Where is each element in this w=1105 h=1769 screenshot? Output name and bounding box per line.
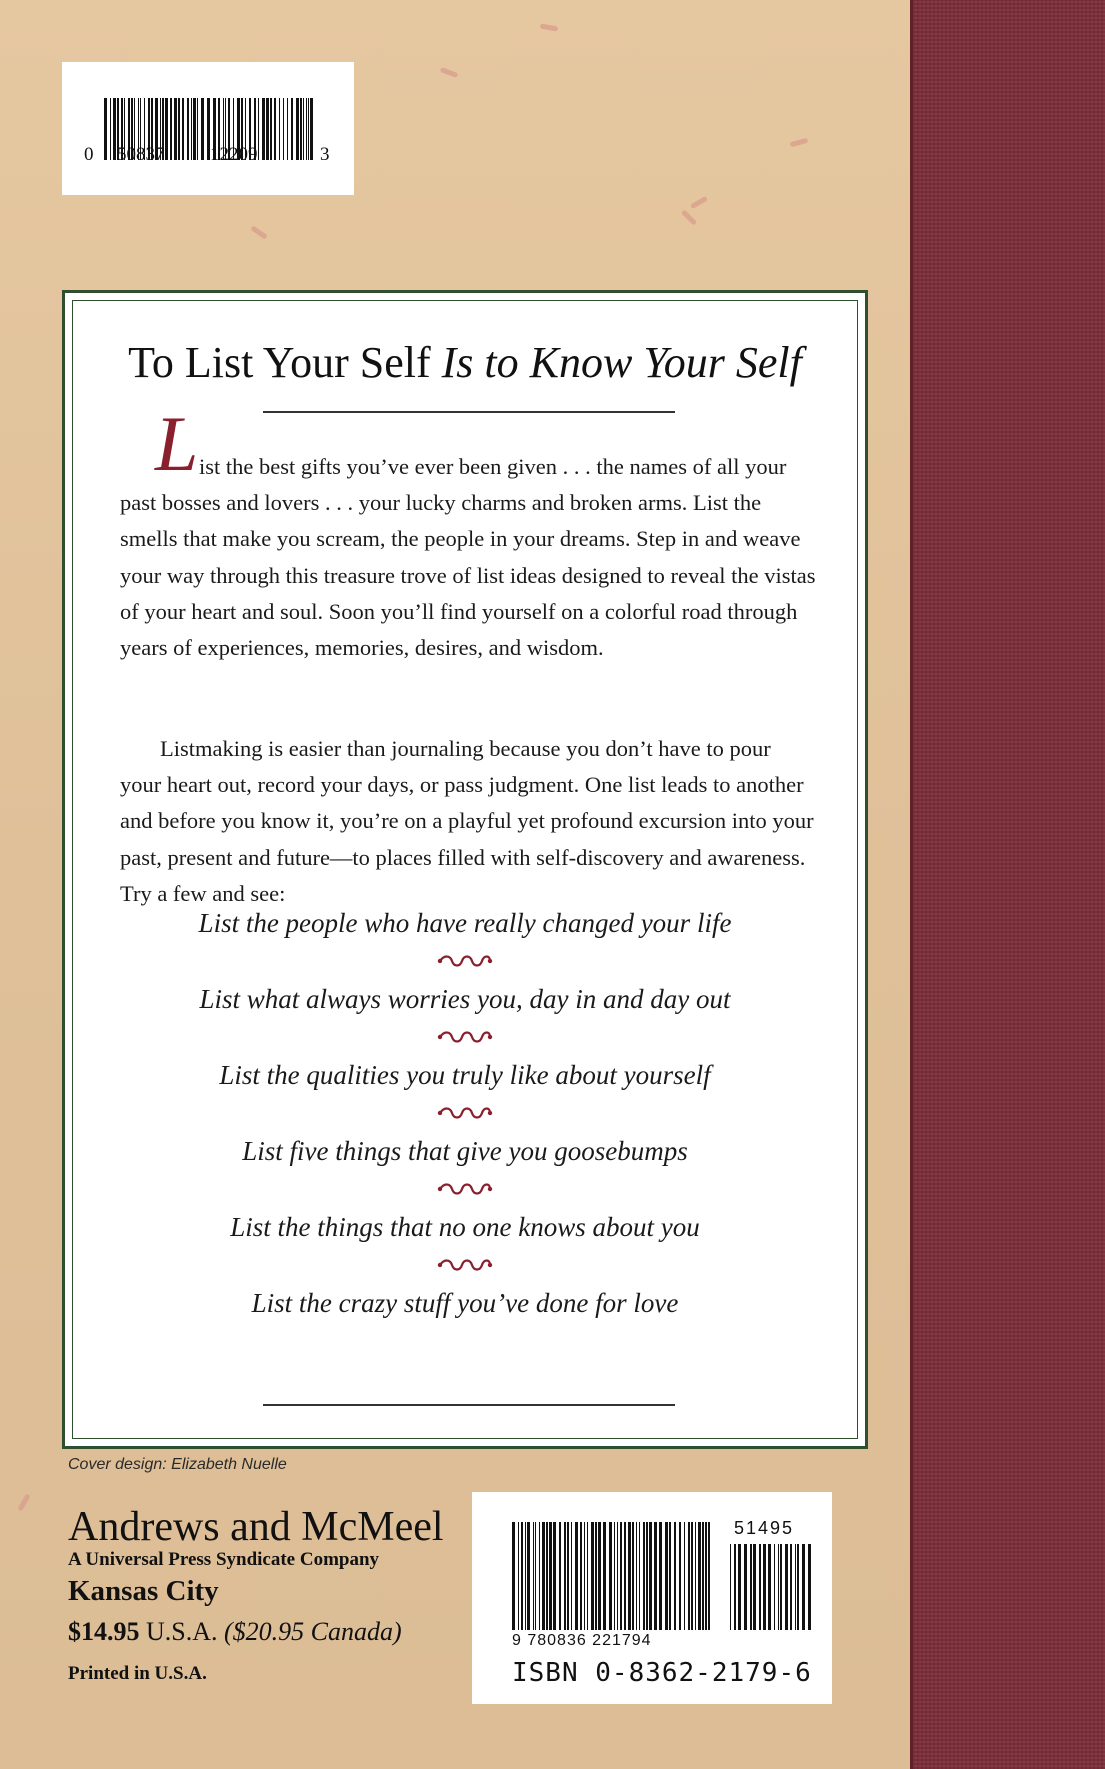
title-divider	[263, 411, 675, 413]
upc-group-1: 50837	[117, 144, 165, 165]
paragraph-1: ist the best gifts you’ve ever been given . . . the names of all your past bosses and lovers . . . your lucky charms and broken arms. List the smells that make you scream, the people in your dreams. Step in and weave your way through this treasure trove of list ideas designed to reveal the vistas of your heart and soul. Soon you’ll find yourself on a colorful road through years of experiences, memories, desires, and wisdom.	[120, 454, 816, 661]
description-panel-inner	[72, 300, 858, 1439]
price-us-suffix: U.S.A.	[139, 1617, 225, 1646]
list-example: List five things that give you goosebumps	[242, 1136, 688, 1166]
list-example: List the crazy stuff you’ve done for love	[251, 1288, 679, 1318]
upc-left-digit: 0	[84, 144, 94, 165]
paragraph-2: Listmaking is easier than journaling because you don’t have to pour your heart out, record your days, or pass judgment. One list leads to another and before you know it, you’re on a playful yet profound excursion into your past, present and future—to places filled with self-discovery and awareness. Try a few and see:	[120, 736, 814, 906]
list-example: List the qualities you truly like about yourself	[219, 1060, 711, 1090]
ornament-divider	[73, 1249, 857, 1281]
ornament-divider	[73, 1097, 857, 1129]
isbn-text: ISBN 0-8362-2179-6	[512, 1658, 812, 1688]
panel-title	[73, 337, 857, 388]
isbn-barcode-label	[472, 1492, 832, 1704]
publisher-block	[68, 1505, 444, 1691]
paper-fleck	[17, 1493, 30, 1511]
ornament-divider	[73, 1021, 857, 1053]
paper-fleck	[681, 209, 697, 225]
publisher-city: Kansas City	[68, 1575, 219, 1607]
bottom-divider	[263, 1404, 675, 1406]
list-example: List the things that no one knows about you	[230, 1212, 700, 1242]
paper-fleck	[690, 196, 708, 209]
upc-barcode-label	[62, 62, 354, 195]
drop-cap: L	[155, 400, 199, 487]
price-canada: ($20.95 Canada)	[224, 1617, 402, 1646]
title-plain: To List Your Self	[128, 338, 442, 387]
isbn-barcode	[512, 1522, 712, 1630]
description-panel	[62, 290, 868, 1449]
cover-credit: Cover design: Elizabeth Nuelle	[68, 1456, 287, 1473]
price-line	[68, 1611, 444, 1653]
upc-right-digit: 3	[320, 144, 330, 165]
list-example: List the people who have really changed your life	[198, 908, 732, 938]
paper-fleck	[250, 225, 268, 239]
price-us: $14.95	[68, 1617, 140, 1646]
paper-fleck	[790, 138, 809, 147]
book-spine	[910, 0, 1105, 1769]
printed-in: Printed in U.S.A.	[68, 1663, 207, 1684]
isbn-price-code: 51495	[734, 1518, 795, 1538]
paper-fleck	[440, 67, 459, 78]
upc-group-2: 12209	[210, 144, 258, 165]
list-example: List what always worries you, day in and day out	[199, 984, 731, 1014]
price-barcode	[730, 1544, 814, 1630]
ornament-divider	[73, 945, 857, 977]
ornament-divider	[73, 1173, 857, 1205]
publisher-subtitle: A Universal Press Syndicate Company	[68, 1549, 380, 1570]
title-italic: Is to Know Your Self	[441, 338, 802, 387]
publisher-name: Andrews and McMeel	[68, 1504, 444, 1550]
isbn-ean: 9 780836 221794	[512, 1632, 652, 1649]
paper-fleck	[540, 23, 559, 31]
list-examples	[73, 901, 857, 1325]
